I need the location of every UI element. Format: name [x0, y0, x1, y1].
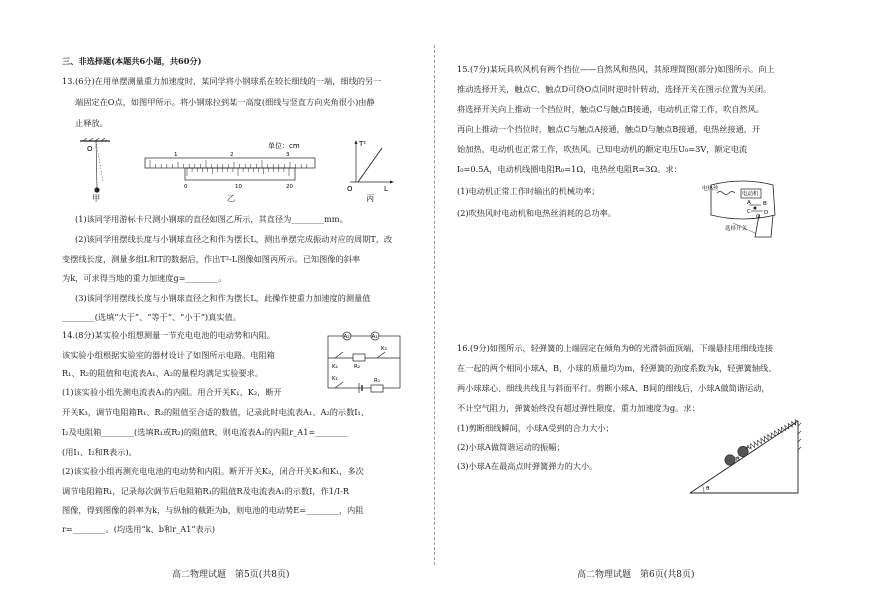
switch-k1-label: K₁ — [332, 376, 338, 382]
footer-left: 高二物理试题 第5页(共8页) — [172, 570, 290, 580]
q16-line: (1)剪断细线瞬间，小球A受到的合力大小； — [457, 423, 614, 433]
q13-sub: (2)该同学用摆线长度与小钢球直径之和作为摆长L，测出单摆完成振动对应的周期T，改 — [75, 234, 393, 244]
right-page — [435, 0, 870, 610]
q15-line: 15.(7分)某玩具吹风机有两个挡位——自然风和热风，其原理简图(部分)如图所示。向上 — [457, 64, 775, 74]
vernier-caliper-figure — [140, 143, 320, 193]
q14-line: R₁、R₂的阻值和电流表A₁、A₂的量程均满足实验要求。 — [62, 368, 264, 378]
q14-line: (1)该实验小组先测电流表A₁的内阻。用合开关K₁、K₂，断开 — [62, 387, 282, 397]
contact-b-label: B — [763, 201, 767, 207]
ammeter-a1-label: A₁ — [371, 334, 378, 340]
ammeter-a2-label: A₂ — [343, 334, 350, 340]
q13-line: 13.(6分)在用单摆测量重力加速度时，某同学将小钢球系在较长细线的一端，细线的另一 — [62, 76, 382, 86]
fig-label-jia: 甲 — [92, 193, 101, 203]
angle-theta-label: θ — [706, 486, 710, 492]
heater-wire-label: 电热丝 — [702, 186, 719, 192]
q13-sub: 为k，可求得当地的重力加速度g=________。 — [62, 273, 227, 283]
switch-k3-label: K₃ — [381, 346, 387, 352]
contact-d-label: D — [764, 210, 769, 216]
q14-line: (用I₁、I₂和R表示)。 — [62, 447, 137, 457]
footer-right: 高二物理试题 第6页(共8页) — [577, 570, 695, 580]
graph-x-label: L — [384, 185, 388, 193]
q13-line: 端固定在O点，如图甲所示。将小钢球拉到某一高度(细线与竖直方向夹角很小)由静 — [75, 97, 375, 107]
q14-line: 开关K₃，调节电阻箱R₁、R₂的阻值至合适的数值，记录此时电流表A₁、A₂的示数I₁、 — [62, 407, 370, 417]
selector-switch-label: 选择开关 — [725, 226, 748, 232]
q15-line: 再向上推动一个挡位时，触点C与触点A接通，触点D与触点B接通，电热丝接通，开 — [457, 124, 761, 134]
q13-sub: (1)该同学用游标卡尺测小钢球的直径如图乙所示，其直径为________mm。 — [75, 214, 348, 224]
fig-label-bing: 丙 — [366, 193, 375, 203]
main-tick-label: 1 — [174, 152, 178, 158]
motor-label: 电动机 — [742, 191, 759, 198]
q13-sub: (3)该同学用摆线长度与小钢球直径之和作为摆长L，此操作使重力加速度的测量值 — [75, 293, 371, 303]
q16-line: 不计空气阻力，弹簧始终没有超过弹性限度，重力加速度为g。求： — [457, 403, 700, 413]
q13-line: 止释放。 — [75, 118, 108, 128]
resistor-r2-label: R₂ — [354, 364, 361, 370]
q15-line: 将选择开关向上推动一个挡位时，触点C与触点B接通，电动机正常工作，吹自然风。 — [457, 104, 765, 114]
q15-line: (2)吹热风时电动机和电热丝消耗的总功率。 — [457, 208, 616, 218]
main-tick-label: 3 — [286, 152, 290, 158]
vernier-tick-label: 10 — [235, 184, 242, 190]
q14-line: (2)该实验小组再测充电电池的电动势和内阻。断开开关K₂，闭合开关K₃和K₁，多次 — [62, 466, 364, 476]
q14-line: 调节电阻箱R₁，记录每次调节后电阻箱R₁的阻值R及电流表A₁的示数I，作1/I-R — [62, 486, 349, 496]
graph-origin-label: O — [347, 185, 353, 193]
q13-sub: 变摆线长度，测量多组L和T的数据后，作出T²-L图像如图丙所示。已知图像的斜率 — [62, 254, 361, 264]
vernier-tick-label: 0 — [184, 184, 188, 190]
contact-c-label: C — [747, 209, 751, 215]
q15-line: (1)电动机正常工作时输出的机械功率； — [457, 186, 600, 196]
vernier-tick-label: 20 — [286, 184, 293, 190]
switch-k2-label: K₂ — [332, 364, 338, 370]
q16-line: 在一起的两个相同小球A、B，小球的质量均为m，轻弹簧的劲度系数为k，轻弹簧轴线、 — [457, 363, 777, 373]
circuit-diagram — [325, 330, 405, 395]
q16-line: 两小球球心、细线共线且与斜面平行。剪断小球A、B间的细线后，小球A做简谐运动， — [457, 383, 770, 393]
q14-line: I₂及电阻箱________(选填R₁或R₂)的阻值R，则电流表A₁的内阻r_A1=________ — [62, 427, 349, 437]
q14-line: 该实验小组根据实验室的器材设计了如图所示电路。电阻箱 — [62, 350, 275, 360]
q13-sub: ________(选填“大于”、“等于”、“小于”)真实值。 — [62, 312, 241, 322]
main-tick-label: 2 — [230, 152, 234, 158]
fig-label-yi: 乙 — [227, 193, 236, 203]
q16-line: (3)小球A在最高点时弹簧弹力的大小。 — [457, 461, 598, 471]
graph-y-label: T² — [359, 140, 367, 148]
q14-line: r=________。(均选用“k、b和r_A1”表示) — [62, 524, 216, 534]
q15-line: 始加热，电动机也正常工作，吹热风。已知电动机的额定电压U₀=3V，额定电流 — [457, 144, 748, 154]
t2-l-graph — [344, 138, 399, 193]
q16-line: (2)小球A做简谐运动的振幅； — [457, 442, 565, 452]
ball-a-label: A — [746, 445, 750, 451]
pivot-label: O — [87, 145, 93, 153]
pivot-o-label: O — [756, 214, 761, 220]
contact-a-label: A — [747, 200, 751, 206]
hair-dryer-figure — [703, 175, 803, 245]
resistor-r1-label: R₁ — [374, 378, 381, 384]
ball-b-label: B — [736, 457, 740, 463]
q15-line: I₀=0.5A，电动机线圈电阻R₀=1Ω，电热丝电阻R=3Ω。求： — [457, 164, 682, 174]
q16-line: 16.(9分)如图所示，轻弹簧的上端固定在倾角为θ的光滑斜面顶端，下端悬挂用细线连接 — [457, 343, 774, 353]
section-title: 三、非选择题(本题共6小题，共60分) — [62, 56, 202, 66]
q14-line: 图像，得到图像的斜率为k，与纵轴的截距为b，则电池的电动势E=________，内阻 — [62, 505, 364, 515]
q15-line: 推动选择开关，触点C、触点D可绕O点同时逆时针转动，选择开关在图示位置为关闭。 — [457, 84, 772, 94]
q14-line: 14.(8分)某实验小组想测量一节充电电池的电动势和内阻。 — [62, 330, 275, 340]
incline-spring-figure — [688, 418, 803, 498]
unit-label: 单位：cm — [268, 142, 300, 150]
